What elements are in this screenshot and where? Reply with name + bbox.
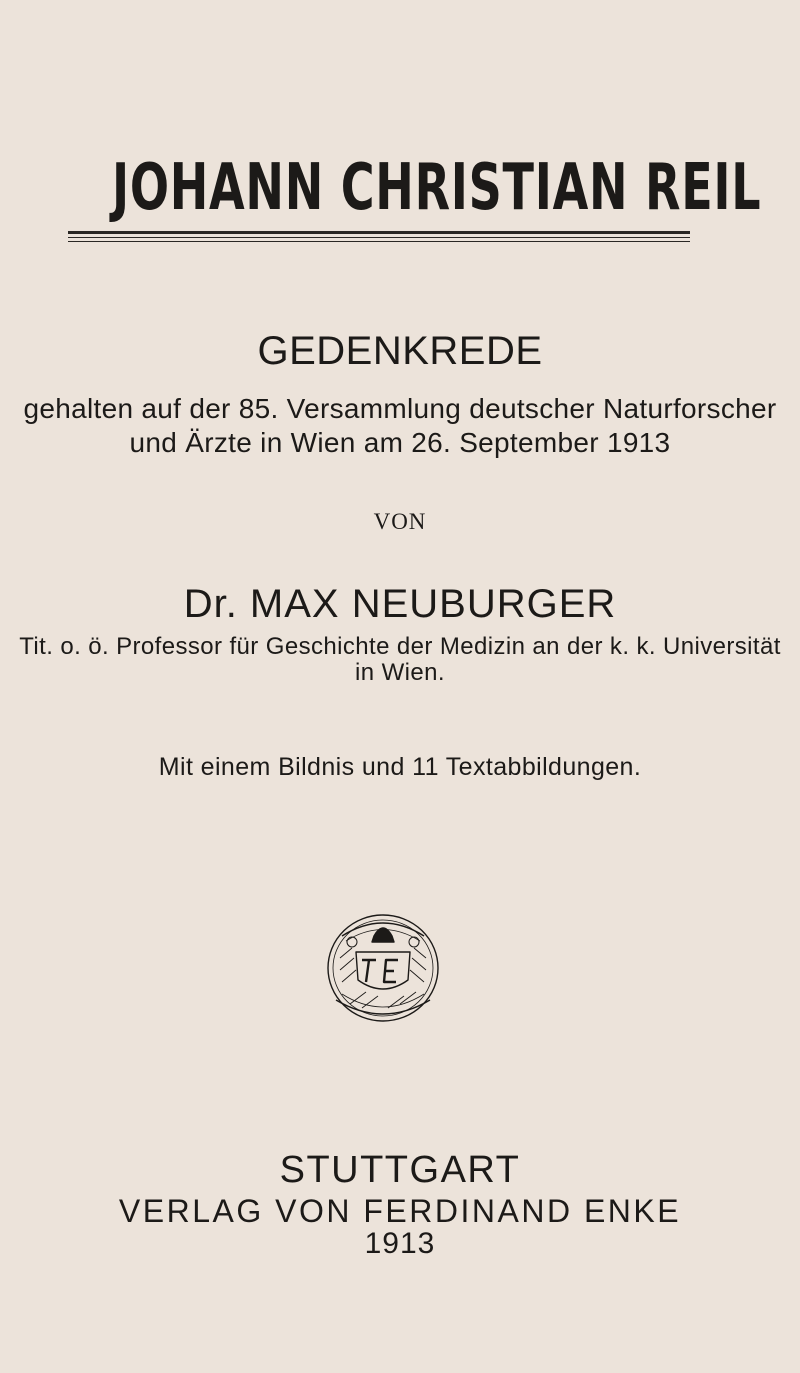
imprint-publisher: VERLAG VON FERDINAND ENKE bbox=[118, 1193, 682, 1229]
illustrations-note: Mit einem Bildnis und 11 Textabbildungen. bbox=[158, 753, 642, 781]
main-title: JOHANN CHRISTIAN REIL bbox=[112, 151, 762, 225]
imprint-city: STUTTGART bbox=[279, 1149, 521, 1191]
author-name: Dr. MAX NEUBURGER bbox=[183, 582, 617, 626]
by-label: VON bbox=[373, 509, 427, 534]
author-role-line-2: in Wien. bbox=[355, 659, 445, 686]
subtitle-line-1: gehalten auf der 85. Versammlung deutscher Naturforscher bbox=[23, 393, 777, 424]
publisher-emblem-icon bbox=[322, 908, 444, 1026]
title-rule-thin bbox=[68, 237, 690, 238]
title-rule-thin bbox=[68, 241, 690, 242]
author-role-line-1: Tit. o. ö. Professor für Geschichte der Medizin an der k. k. Universität bbox=[19, 633, 781, 660]
subtitle-line-2: und Ärzte in Wien am 26. September 1913 bbox=[129, 427, 671, 458]
title-rule bbox=[68, 231, 690, 234]
speech-title: GEDENKREDE bbox=[257, 329, 543, 373]
imprint-year: 1913 bbox=[364, 1227, 436, 1260]
